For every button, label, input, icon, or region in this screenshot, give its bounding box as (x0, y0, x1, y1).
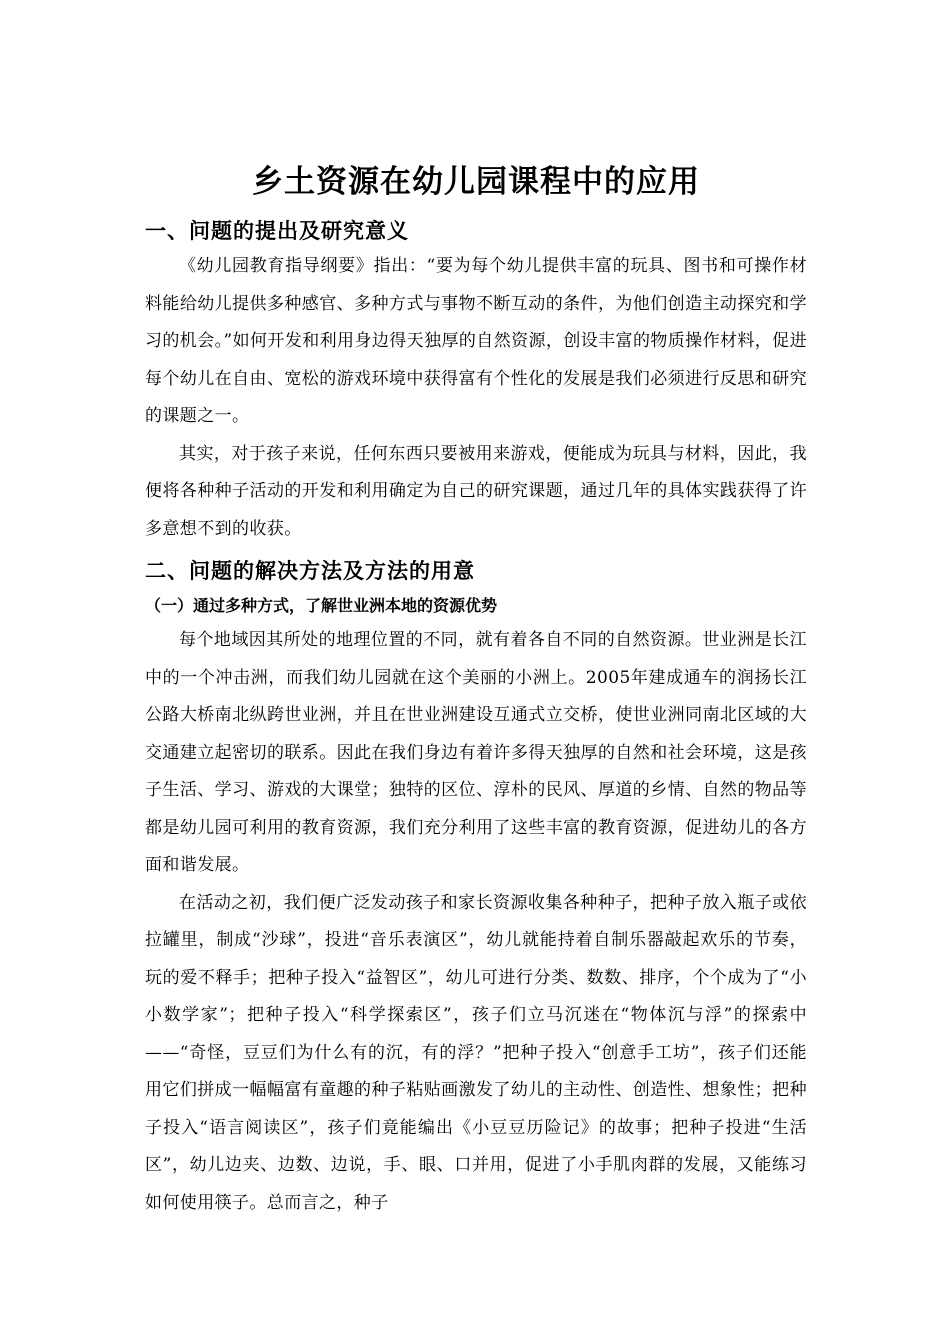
section-1-paragraph-1: 《幼儿园教育指导纲要》指出：“要为每个幼儿提供丰富的玩具、图书和可操作材料能给幼儿提供多种感官、多种方式与事物不断互动的条件，为他们创造主动探究和学习的机会。”如何开发和利用身边得天独厚的自然资源，创设丰富的物质操作材料，促进每个幼儿在自由、宽松的游戏环境中获得富有个性化的发展是我们必须进行反思和研究的课题之一。 (145, 256, 807, 426)
section-2-heading: 二、问题的解决方法及方法的用意 (145, 559, 475, 583)
section-2-subheading: （一）通过多种方式，了解世业洲本地的资源优势 (145, 596, 498, 615)
section-1-heading: 一、问题的提出及研究意义 (145, 219, 409, 243)
section-2-paragraph-2: 在活动之初，我们便广泛发动孩子和家长资源收集各种种子，把种子放入瓶子或依拉罐里，制成“沙球”，投进“音乐表演区”，幼儿就能持着自制乐器敲起欢乐的节奏，玩的爱不释手；把种子投入“益智区”，幼儿可进行分类、数数、排序，个个成为了“小小数学家”；把种子投入“科学探索区”，孩子们立马沉迷在“物体沉与浮”的探索中——“奇怪，豆豆们为什么有的沉，有的浮？”把种子投入“创意手工坊”，孩子们还能用它们拼成一幅幅富有童趣的种子粘贴画激发了幼儿的主动性、创造性、想象性；把种子投入“语言阅读区”，孩子们竟能编出《小豆豆历险记》的故事；把种子投进“生活区”，幼儿边夹、边数、边说，手、眼、口并用，促进了小手肌肉群的发展，又能练习如何使用筷子。总而言之，种子 (145, 892, 807, 1213)
section-1-paragraph-2: 其实，对于孩子来说，任何东西只要被用来游戏，便能成为玩具与材料，因此，我便将各种种子活动的开发和利用确定为自己的研究课题，通过几年的具体实践获得了许多意想不到的收获。 (145, 443, 807, 539)
section-2-paragraph-1: 每个地域因其所处的地理位置的不同，就有着各自不同的自然资源。世业洲是长江中的一个冲击洲，而我们幼儿园就在这个美丽的小洲上。2005年建成通车的润扬长江公路大桥南北纵跨世业洲，并且在世业洲建设互通式立交桥，使世业洲同南北区域的大交通建立起密切的联系。因此在我们身边有着许多得天独厚的自然和社会环境，这是孩子生活、学习、游戏的大课堂；独特的区位、淳朴的民风、厚道的乡情、自然的物品等都是幼儿园可利用的教育资源，我们充分利用了这些丰富的教育资源，促进幼儿的各方面和谐发展。 (145, 630, 807, 875)
document-title: 乡土资源在幼儿园课程中的应用 (252, 164, 700, 200)
document-body (145, 156, 807, 1222)
